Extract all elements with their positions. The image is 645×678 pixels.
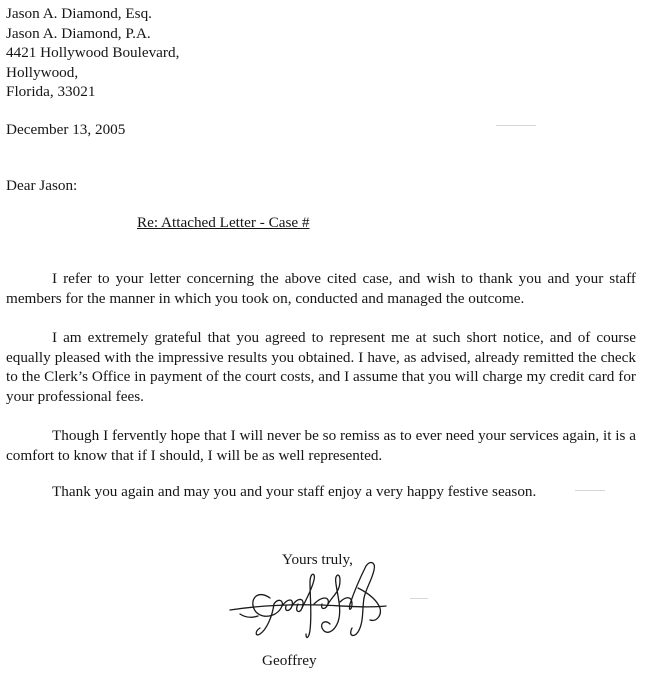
scan-speck <box>410 598 428 599</box>
paragraph-4-text: Thank you again and may you and your staff enjoy a very happy festive season. <box>52 483 537 500</box>
signer-name: Geoffrey <box>262 652 317 669</box>
scan-speck <box>575 490 605 491</box>
paragraph-3 <box>6 426 636 465</box>
salutation: Dear Jason: <box>6 177 78 194</box>
sender-firm: Jason A. Diamond, P.A. <box>6 25 151 42</box>
paragraph-2 <box>6 328 636 406</box>
sender-street: 4421 Hollywood Boulevard, <box>6 44 180 61</box>
subject-line: Re: Attached Letter - Case # <box>137 214 310 231</box>
closing: Yours truly, <box>282 551 353 568</box>
scan-speck <box>496 125 536 126</box>
paragraph-1 <box>6 269 636 308</box>
signature-image <box>226 558 396 653</box>
paragraph-3-text: Though I fervently hope that I will never be so remiss as to ever need your services again, it is a comfort to know that if I should, I will be as well represented. <box>6 427 636 464</box>
paragraph-2-text: I am extremely grateful that you agreed to represent me at such short notice, and of course equally pleased with the impressive results you obtained. I have, as advised, already remitted the check to the Clerk’s Office in payment of the court costs, and I assume that you will charge my credit card for your professional fees. <box>6 329 636 405</box>
paragraph-1-text: I refer to your letter concerning the above cited case, and wish to thank you and your staff members for the manner in which you took on, conducted and managed the outcome. <box>6 270 636 307</box>
sender-name: Jason A. Diamond, Esq. <box>6 5 152 22</box>
letter-date: December 13, 2005 <box>6 121 126 138</box>
sender-city: Hollywood, <box>6 64 79 81</box>
sender-state-zip: Florida, 33021 <box>6 83 96 100</box>
paragraph-4 <box>6 482 636 502</box>
